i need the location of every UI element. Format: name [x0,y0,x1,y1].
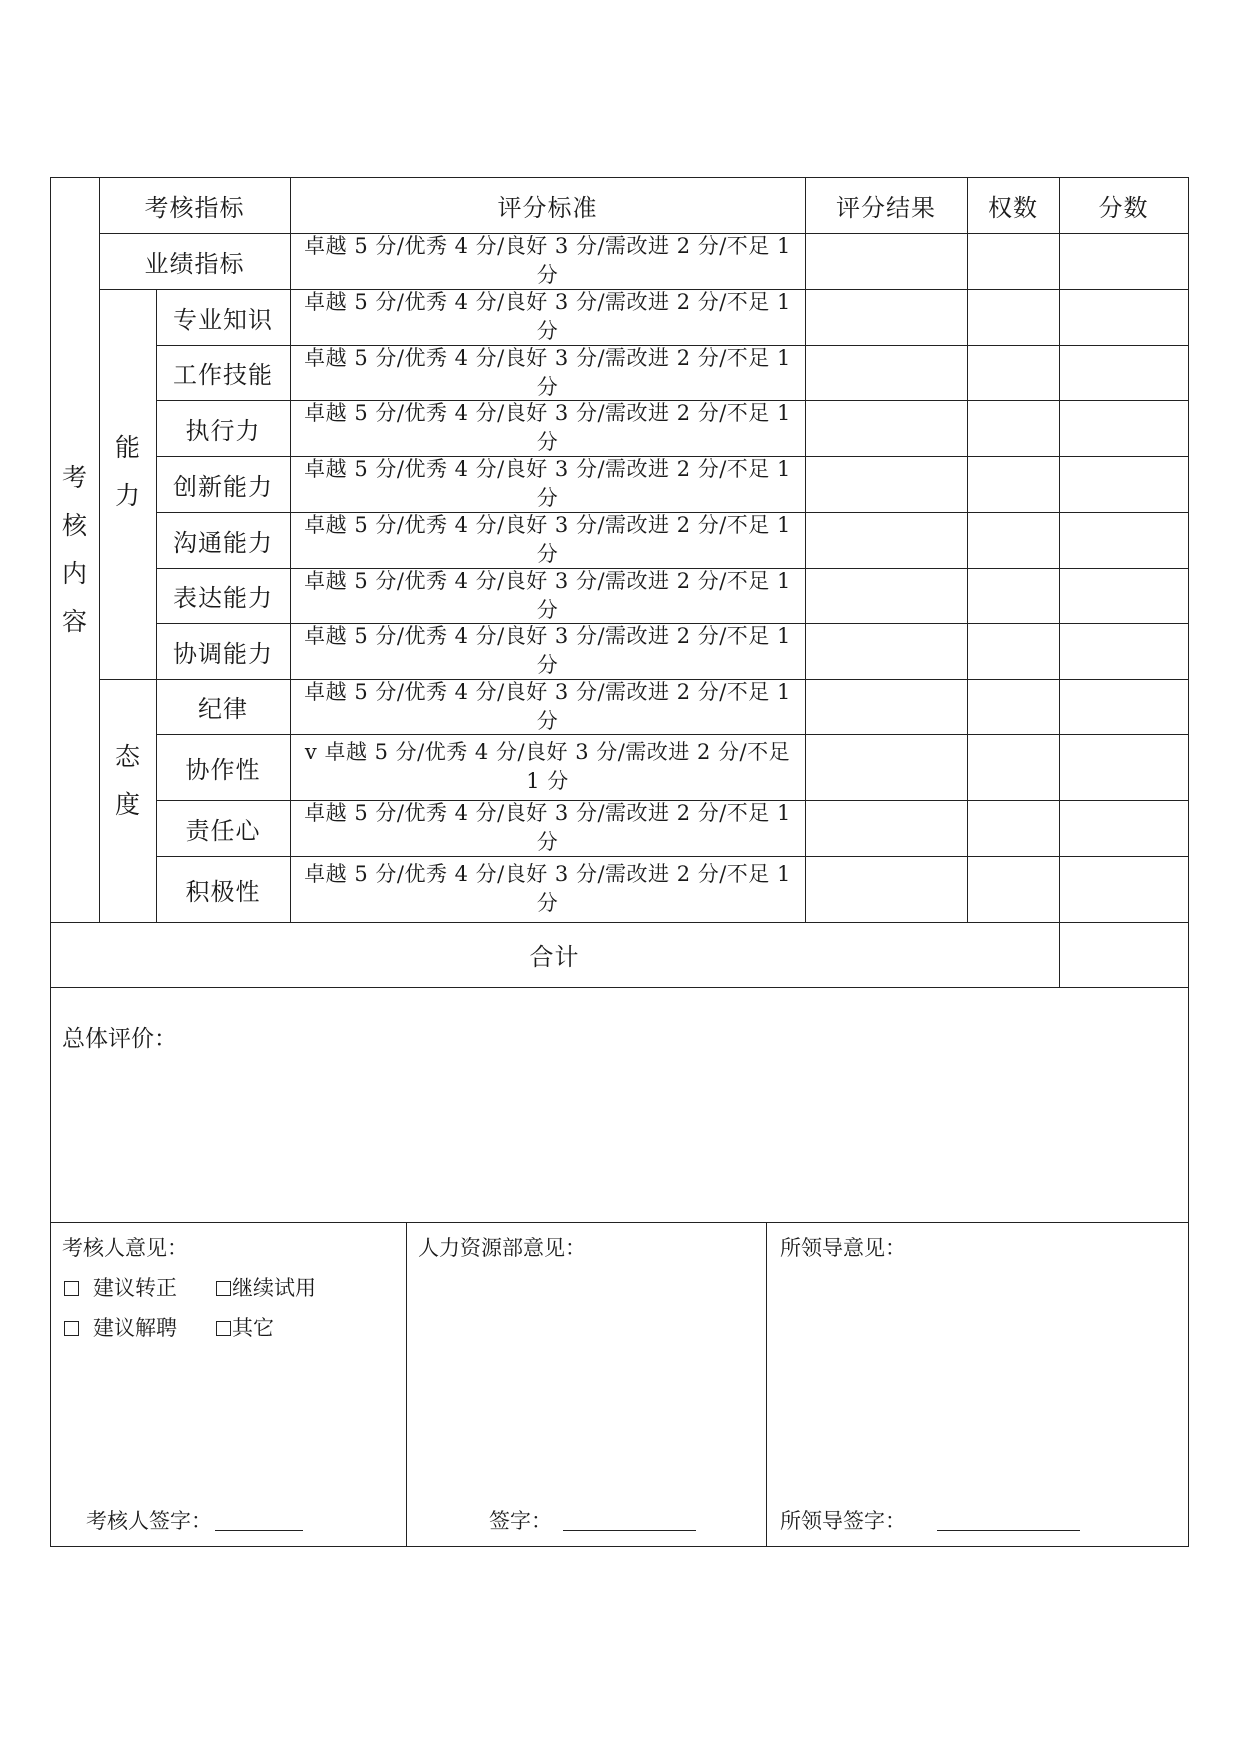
row-label: 积极性 [185,877,261,906]
row-criteria: 卓越 5 分/优秀 4 分/良好 3 分/需改进 2 分/不足 1 分 [304,234,791,287]
score-cell[interactable] [1059,289,1188,345]
row-label-performance: 业绩指标 [144,249,245,278]
result-cell[interactable] [805,568,967,623]
checkbox-icon[interactable] [216,1281,231,1296]
weight-cell[interactable] [967,512,1059,568]
weight-cell[interactable] [967,345,1059,400]
checkbox-icon[interactable] [64,1321,79,1336]
hr-signature-label: 签字： [489,1509,552,1533]
option-recommend-dismissal[interactable]: 建议解聘 [64,1312,177,1342]
row-criteria: 卓越 5 分/优秀 4 分/良好 3 分/需改进 2 分/不足 1 分 [304,801,791,854]
row-criteria: 卓越 5 分/优秀 4 分/良好 3 分/需改进 2 分/不足 1 分 [304,401,791,454]
hr-opinion-title: 人力资源部意见： [418,1236,586,1260]
section-label-assessment-content [50,177,99,922]
score-cell[interactable] [1059,679,1188,734]
score-cell[interactable] [1059,345,1188,400]
row-label: 专业知识 [173,305,273,334]
row-criteria: 卓越 5 分/优秀 4 分/良好 3 分/需改进 2 分/不足 1 分 [304,568,791,622]
weight-cell[interactable] [967,456,1059,512]
row-label: 协调能力 [173,639,273,668]
total-label: 合计 [529,943,580,971]
row-label: 责任心 [185,816,261,845]
row-criteria: 卓越 5 分/优秀 4 分/良好 3 分/需改进 2 分/不足 1 分 [304,457,791,510]
row-label: 纪律 [198,695,248,723]
result-cell[interactable] [805,734,967,800]
weight-cell[interactable] [967,679,1059,734]
assessor-signature-line[interactable] [215,1530,303,1531]
hr-signature-line[interactable] [563,1530,696,1531]
option-other[interactable]: 其它 [216,1312,274,1342]
row-criteria: v 卓越 5 分/优秀 4 分/良好 3 分/需改进 2 分/不足 1 分 [304,740,791,793]
leader-opinion-title: 所领导意见： [780,1236,906,1260]
checkbox-icon[interactable] [216,1321,231,1336]
header-score: 分数 [1098,193,1149,222]
assessor-signature-label: 考核人签字： [86,1509,212,1533]
assessor-opinion-title: 考核人意见： [62,1236,188,1260]
score-cell[interactable] [1059,233,1188,289]
group-label-attitude: 态 度 [114,741,140,819]
weight-cell[interactable] [967,734,1059,800]
weight-cell[interactable] [967,856,1059,922]
weight-cell[interactable] [967,400,1059,456]
row-label: 表达能力 [173,584,273,612]
row-criteria: 卓越 5 分/优秀 4 分/良好 3 分/需改进 2 分/不足 1 分 [304,513,791,566]
score-cell[interactable] [1059,800,1188,856]
option-continue-probation[interactable]: 继续试用 [216,1272,316,1302]
result-cell[interactable] [805,800,967,856]
score-cell[interactable] [1059,568,1188,623]
row-criteria: 卓越 5 分/优秀 4 分/良好 3 分/需改进 2 分/不足 1 分 [304,679,791,733]
row-label: 工作技能 [173,361,273,389]
row-criteria: 卓越 5 分/优秀 4 分/良好 3 分/需改进 2 分/不足 1 分 [304,345,791,399]
overall-evaluation-label: 总体评价： [62,1026,177,1052]
header-criteria: 评分标准 [497,193,598,222]
row-label: 执行力 [185,416,261,445]
checkbox-icon[interactable] [64,1281,79,1296]
header-result: 评分结果 [836,193,936,222]
section-label-text: 考 核 内 容 [61,462,87,636]
group-label-ability: 能 力 [114,433,140,510]
leader-signature-line[interactable] [937,1530,1080,1531]
row-criteria: 卓越 5 分/优秀 4 分/良好 3 分/需改进 2 分/不足 1 分 [304,624,791,677]
row-criteria: 卓越 5 分/优秀 4 分/良好 3 分/需改进 2 分/不足 1 分 [304,862,791,915]
score-cell[interactable] [1059,856,1188,922]
row-label: 创新能力 [173,472,273,501]
row-label: 沟通能力 [173,528,273,557]
score-cell[interactable] [1059,512,1188,568]
result-cell[interactable] [805,345,967,400]
score-cell[interactable] [1059,734,1188,800]
leader-signature-label: 所领导签字： [780,1509,906,1533]
result-cell[interactable] [805,679,967,734]
result-cell[interactable] [805,400,967,456]
result-cell[interactable] [805,233,967,289]
weight-cell[interactable] [967,233,1059,289]
weight-cell[interactable] [967,623,1059,679]
score-cell[interactable] [1059,623,1188,679]
result-cell[interactable] [805,856,967,922]
header-indicator: 考核指标 [144,193,245,222]
result-cell[interactable] [805,512,967,568]
row-criteria: 卓越 5 分/优秀 4 分/良好 3 分/需改进 2 分/不足 1 分 [304,290,791,343]
result-cell[interactable] [805,289,967,345]
overall-evaluation-area[interactable] [52,1060,1186,1220]
result-cell[interactable] [805,623,967,679]
weight-cell[interactable] [967,568,1059,623]
result-cell[interactable] [805,456,967,512]
header-weight: 权数 [988,193,1038,222]
option-recommend-regular[interactable]: 建议转正 [64,1272,177,1302]
weight-cell[interactable] [967,289,1059,345]
total-score-cell[interactable] [1059,922,1188,987]
weight-cell[interactable] [967,800,1059,856]
row-label: 协作性 [185,755,261,784]
score-cell[interactable] [1059,456,1188,512]
score-cell[interactable] [1059,400,1188,456]
